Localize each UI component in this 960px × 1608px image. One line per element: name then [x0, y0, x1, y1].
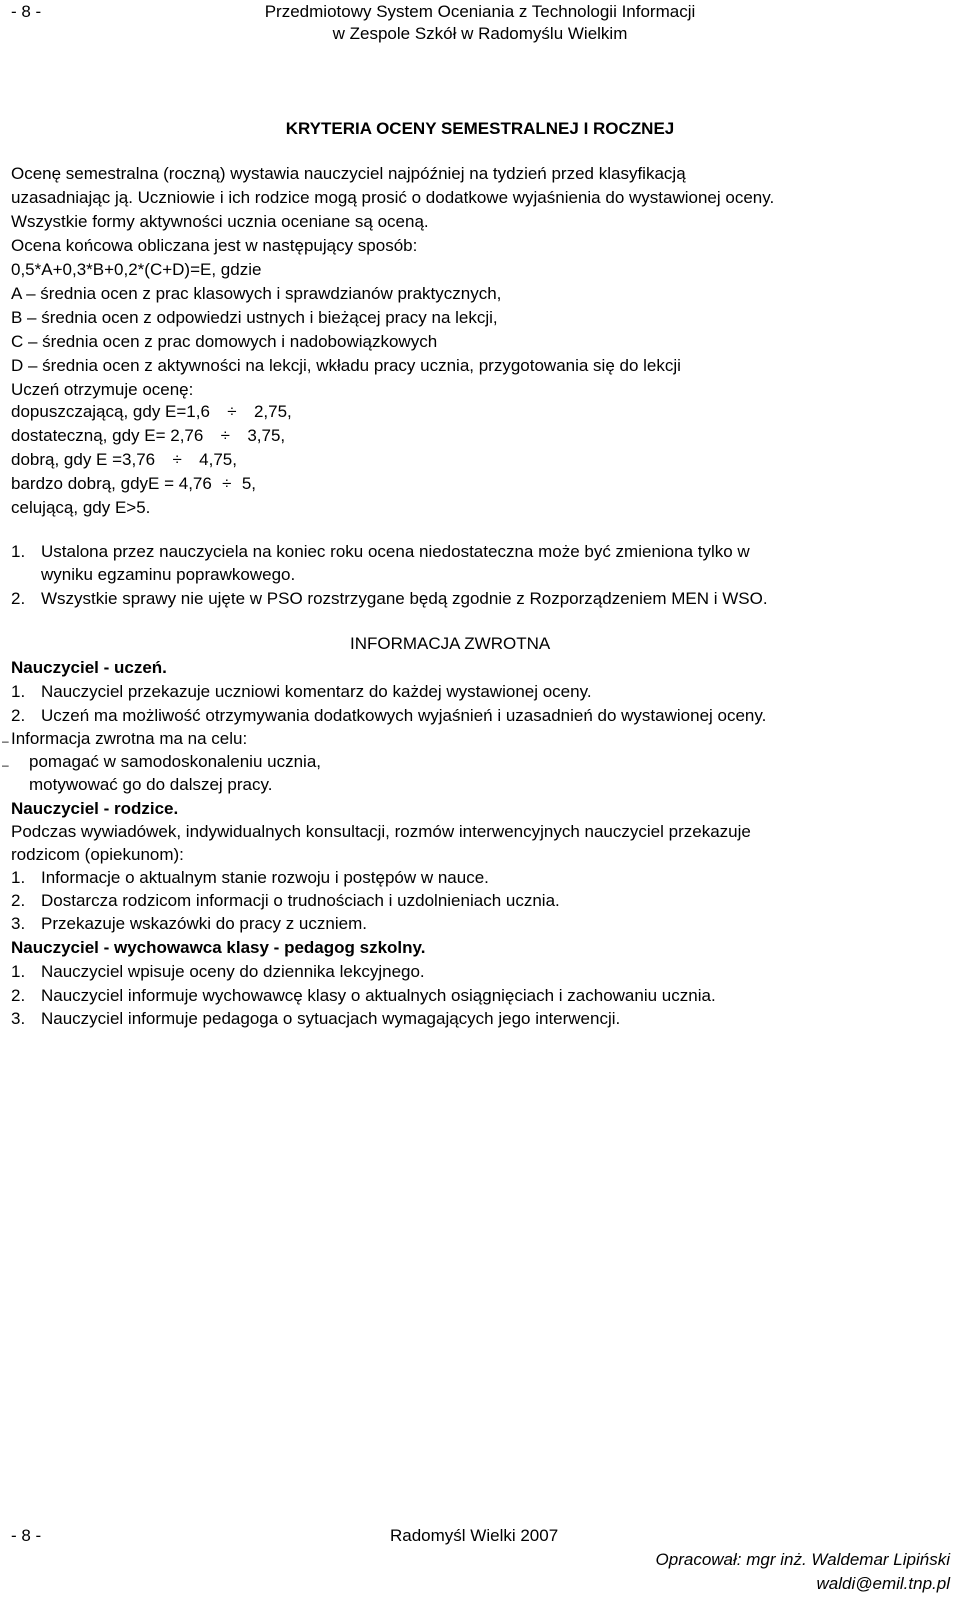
division-sign: ÷ — [220, 426, 231, 445]
footer-place-year: Radomyśl Wielki 2007 — [390, 1526, 559, 1545]
grade-upper: 2,75, — [253, 402, 292, 421]
goal-item: pomagać w samodoskonaleniu ucznia, — [29, 752, 322, 771]
item-text: Ustalona przez nauczyciela na koniec roku ocena niedostateczna może być zmieniona tylko w — [41, 542, 750, 561]
item-number: 1. — [11, 868, 26, 887]
division-sign: ÷ — [222, 474, 232, 493]
item-number: 3. — [11, 914, 26, 933]
item-text: Nauczyciel informuje pedagoga o sytuacjach wymagających jego interwencji. — [41, 1009, 621, 1028]
division-sign: ÷ — [172, 450, 182, 469]
paragraph-line: Wszystkie formy aktywności ucznia oceniane są oceną. — [11, 212, 429, 231]
subheading-teacher-tutor-pedagogue: Nauczyciel - wychowawca klasy - pedagog szkolny. — [11, 938, 426, 957]
paragraph-line: uzasadniając ją. Uczniowie i ich rodzice mogą prosić o dodatkowe wyjaśnienia do wystawionej oceny. — [11, 188, 775, 207]
item-number: 2. — [11, 891, 26, 910]
numbered-item — [11, 960, 425, 984]
page-number: - 8 - — [11, 2, 42, 21]
grade-row — [11, 424, 285, 448]
goal-item: motywować go do dalszej pracy. — [29, 775, 273, 794]
bullet-icon: – — [2, 758, 9, 772]
grade-label: dopuszczającą, gdy E=1,6 — [11, 402, 210, 421]
grade-upper: 5, — [241, 474, 257, 493]
numbered-item — [11, 680, 592, 704]
numbered-item — [11, 912, 367, 936]
grade-label: dobrą, gdy E =3,76 — [11, 450, 156, 469]
definition-b: B – średnia ocen z odpowiedzi ustnych i bieżącej pracy na lekcji, — [11, 308, 498, 327]
item-text-continuation: wyniku egzaminu poprawkowego. — [41, 565, 296, 584]
grade-upper: 3,75, — [247, 426, 286, 445]
section-heading-criteria: KRYTERIA OCENY SEMESTRALNEJ I ROCZNEJ — [285, 119, 675, 138]
definition-d: D – średnia ocen z aktywności na lekcji, wkładu pracy ucznia, przygotowania się do lekcji — [11, 356, 681, 375]
numbered-item — [11, 1007, 620, 1031]
numbered-item — [11, 866, 489, 890]
footer-author: Opracował: mgr inż. Waldemar Lipiński — [655, 1550, 950, 1569]
item-text: Nauczyciel wpisuje oceny do dziennika lekcyjnego. — [41, 962, 425, 981]
numbered-item — [11, 587, 768, 611]
item-text: Dostarcza rodzicom informacji o trudnościach i uzdolnieniach ucznia. — [41, 891, 560, 910]
subheading-teacher-student: Nauczyciel - uczeń. — [11, 658, 167, 677]
grade-row — [11, 472, 256, 496]
item-text: Nauczyciel informuje wychowawcę klasy o aktualnych osiągnięciach i zachowaniu ucznia. — [41, 986, 716, 1005]
item-number: 2. — [11, 986, 26, 1005]
document-title-line2: w Zespole Szkół w Radomyślu Wielkim — [332, 24, 628, 43]
item-text: Przekazuje wskazówki do pracy z uczniem. — [41, 914, 367, 933]
numbered-item — [11, 704, 766, 728]
item-number: 3. — [11, 1009, 26, 1028]
grade-row-last: celującą, gdy E>5. — [11, 498, 151, 517]
item-text: Wszystkie sprawy nie ujęte w PSO rozstrzygane będą zgodnie z Rozporządzeniem MEN i WSO. — [41, 589, 768, 608]
definition-a: A – średnia ocen z prac klasowych i sprawdzianów praktycznych, — [11, 284, 502, 303]
grade-upper: 4,75, — [199, 450, 237, 469]
item-text: Nauczyciel przekazuje uczniowi komentarz do każdej wystawionej oceny. — [41, 682, 592, 701]
item-text: Uczeń ma możliwość otrzymywania dodatkowych wyjaśnień i uzasadnień do wystawionej oceny. — [41, 706, 767, 725]
formula-line: 0,5*A+0,3*B+0,2*(C+D)=E, gdzie — [11, 260, 262, 279]
item-text: Informacje o aktualnym stanie rozwoju i postępów w nauce. — [41, 868, 489, 887]
footer-email[interactable]: waldi@emil.tnp.pl — [816, 1574, 950, 1593]
division-sign: ÷ — [227, 402, 237, 421]
item-number: 2. — [11, 589, 26, 608]
paragraph-line: Podczas wywiadówek, indywidualnych konsultacji, rozmów interwencyjnych nauczyciel przekazuje — [11, 822, 751, 841]
item-number: 1. — [11, 682, 26, 701]
grade-label: dostateczną, gdy E= 2,76 — [11, 426, 204, 445]
numbered-item — [11, 540, 750, 564]
subheading-teacher-parents: Nauczyciel - rodzice. — [11, 799, 179, 818]
grades-intro: Uczeń otrzymuje ocenę: — [11, 380, 194, 399]
grade-row — [11, 400, 292, 424]
grade-row — [11, 448, 237, 472]
numbered-item — [11, 889, 560, 913]
section-heading-feedback: INFORMACJA ZWROTNA — [350, 634, 551, 653]
grade-label: bardzo dobrą, gdyE = 4,76 — [11, 474, 212, 493]
paragraph-line: rodzicom (opiekunom): — [11, 845, 184, 864]
item-number: 1. — [11, 542, 26, 561]
footer-page-number: - 8 - — [11, 1526, 42, 1545]
goal-intro: Informacja zwrotna ma na celu: — [11, 729, 248, 748]
item-number: 1. — [11, 962, 26, 981]
definition-c: C – średnia ocen z prac domowych i nadobowiązkowych — [11, 332, 438, 351]
numbered-item — [11, 984, 716, 1008]
bullet-icon: – — [2, 734, 9, 748]
paragraph-line: Ocena końcowa obliczana jest w następujący sposób: — [11, 236, 418, 255]
paragraph-line: Ocenę semestralna (roczną) wystawia nauczyciel najpóźniej na tydzień przed klasyfikacją — [11, 164, 686, 183]
item-number: 2. — [11, 706, 26, 725]
document-title-line1: Przedmiotowy System Oceniania z Technologii Informacji — [264, 2, 696, 21]
